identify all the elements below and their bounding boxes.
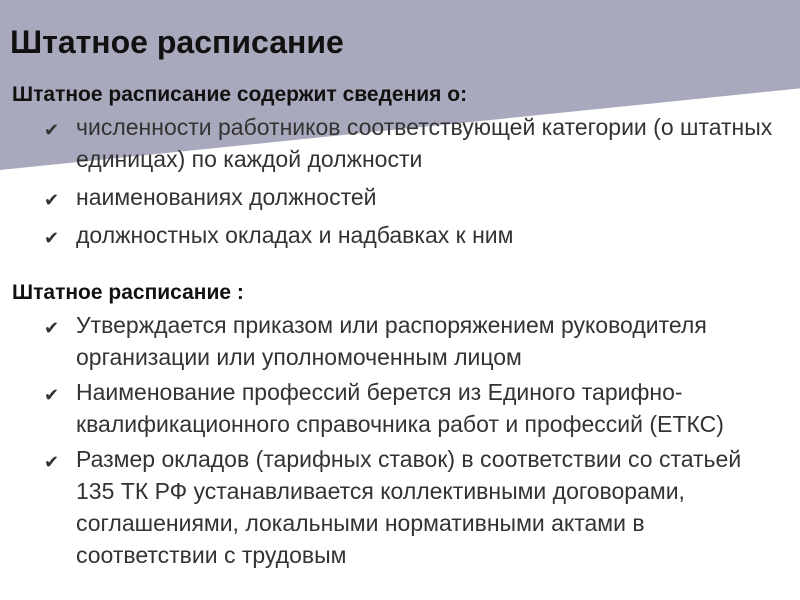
list-item	[0, 219, 800, 251]
check-icon: ✔	[44, 228, 60, 248]
list-item-text: должностных окладах и надбавках к ним	[76, 222, 514, 248]
list-item-text: наименованиях должностей	[76, 184, 377, 210]
section-heading: Штатное расписание :	[12, 281, 244, 304]
bullet-list	[0, 309, 800, 571]
section-heading: Штатное расписание содержит сведения о:	[12, 83, 468, 106]
bullet-list	[0, 111, 800, 251]
list-item	[0, 181, 800, 213]
list-item	[0, 309, 800, 373]
list-item-text: Утверждается приказом или распоряжением руководителя организации или уполномоченным лицом	[76, 312, 707, 370]
list-item	[0, 443, 800, 571]
section-contents	[0, 81, 800, 257]
list-item-text: численности работников соответствующей категории (о штатных единицах) по каждой должности	[76, 114, 773, 172]
check-icon: ✔	[44, 385, 60, 405]
check-icon: ✔	[44, 120, 60, 140]
check-icon: ✔	[44, 318, 60, 338]
list-item-text: Размер окладов (тарифных ставок) в соответствии со статьей 135 ТК РФ устанавливается коллективными договорами, соглашениями, локальными нормативными актами в соответствии с трудовым	[76, 446, 742, 568]
list-item	[0, 111, 800, 175]
slide-title: Штатное расписание	[10, 24, 344, 60]
list-item	[0, 376, 800, 440]
section-properties	[0, 279, 800, 574]
check-icon: ✔	[44, 190, 60, 210]
list-item-text: Наименование профессий берется из Единого тарифно-квалификационного справочника работ и профессий (ЕТКС)	[76, 379, 724, 437]
check-icon: ✔	[44, 452, 60, 472]
